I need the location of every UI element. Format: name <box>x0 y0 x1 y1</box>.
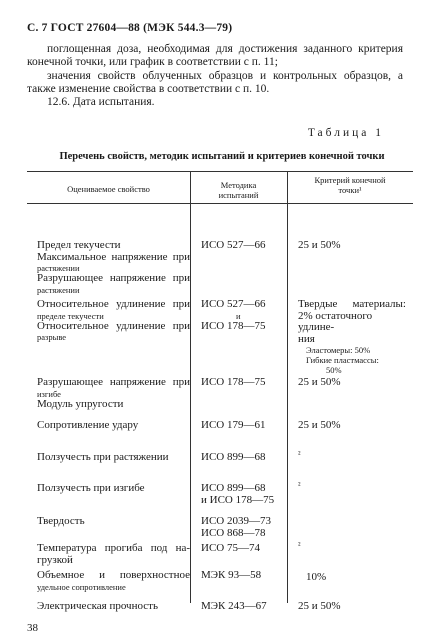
criterion-line: 2% остаточного удлине- <box>298 309 373 333</box>
table-row-4-criterion: 25 и 50% <box>298 419 341 431</box>
table-row-5-method: ИСО 899—68 <box>201 451 266 463</box>
property-line: разрыве <box>37 332 67 342</box>
table-row-2-property <box>37 299 190 342</box>
table-row-5-property: Ползучесть при растяжении <box>37 451 169 463</box>
table-row-1-criterion: 25 и 50% <box>298 239 341 251</box>
table-header-rule <box>27 203 413 204</box>
table-row-9-property <box>37 570 190 592</box>
table-row-8-method: ИСО 75—74 <box>201 542 260 554</box>
table-row-3-method: ИСО 178—75 <box>201 376 266 388</box>
table-row-6-property: Ползучесть при изгибе <box>37 482 145 494</box>
table-row-8-property <box>37 543 190 566</box>
criterion-line: ния <box>298 332 315 345</box>
property-line: Предел текучести <box>37 239 121 251</box>
table-row-3-criterion: 25 и 50% <box>298 376 341 388</box>
table-row-6-criterion: ² <box>298 480 301 490</box>
property-line: Разрушающее напряжение при <box>37 272 190 284</box>
method-line: и ИСО 178—75 <box>201 493 275 506</box>
page-number: 38 <box>27 622 38 634</box>
criterion-line: Гибкие пластмассы: <box>306 355 379 365</box>
table-row-8-criterion: ² <box>298 540 301 550</box>
property-line: растяжении <box>37 263 80 273</box>
table-row-10-method: МЭК 243—67 <box>201 600 267 612</box>
criterion-line: Эластомеры: 50% <box>306 345 371 355</box>
table-row-10-criterion: 25 и 50% <box>298 600 341 612</box>
table-row-7-property: Твердость <box>37 515 85 527</box>
table-row-10-property: Электрическая прочность <box>37 600 158 612</box>
page-header: С. 7 ГОСТ 27604—88 (МЭК 544.3—79) <box>27 22 233 34</box>
method-line: ИСО 899—68 <box>201 482 266 494</box>
column-divider-2 <box>287 203 288 603</box>
paragraph-test-date: 12.6. Дата испытания. <box>47 96 155 108</box>
property-line: Температура прогиба под на- <box>37 542 190 554</box>
column-header-criterion-line2: точки¹ <box>338 185 362 195</box>
method-line: ИСО 527—66 <box>201 298 266 310</box>
table-row-9-criterion: 10% <box>306 571 327 583</box>
column-divider-1 <box>190 203 191 603</box>
table-row-3-property <box>37 377 190 410</box>
method-line: ИСО 2039—73 <box>201 515 271 527</box>
method-line: и <box>236 310 241 321</box>
table-row-1-property <box>37 240 190 295</box>
property-line: Модуль упругости <box>37 397 124 410</box>
property-line: Максимальное напряжение при <box>37 250 190 263</box>
table-row-9-method: МЭК 93—58 <box>201 569 262 581</box>
property-line: Относительное удлинение при <box>37 319 190 332</box>
table-row-2-method <box>201 299 281 332</box>
method-line: ИСО 178—75 <box>201 319 266 332</box>
table-row-4-method: ИСО 179—61 <box>201 419 266 431</box>
paragraph-absorbed-dose: поглощенная доза, необходимая для достижения заданного критерия конечной точки, или график в соответствии с п. 11; <box>27 43 403 68</box>
property-line: удельное сопротивление <box>37 581 126 592</box>
property-line: Относительное удлинение при <box>37 298 190 310</box>
column-header-criterion-line1: Критерий конечной <box>314 175 386 185</box>
property-line: растяжении <box>37 284 80 295</box>
method-line: ИСО 868—78 <box>201 526 266 539</box>
table-row-4-property: Сопротивление удару <box>37 419 139 431</box>
property-line: пределе текучести <box>37 310 104 321</box>
table-row-1-method: ИСО 527—66 <box>201 239 266 251</box>
paragraph-property-values: значения свойств облученных образцов и контрольных образцов, а также изменение свойства в соответствии с п. 10. <box>27 70 403 95</box>
column-header-property: Оцениваемое свойство <box>67 184 150 194</box>
property-line: Разрушающее напряжение при <box>37 376 190 388</box>
property-line: грузкой <box>37 553 73 566</box>
table-row-7-method <box>201 516 281 539</box>
table-title: Перечень свойств, методик испытаний и критериев конечной точки <box>59 151 385 162</box>
property-line: Объемное и поверхностное <box>37 569 190 581</box>
table-label: Таблица 1 <box>307 127 384 139</box>
criterion-line: Твердые материалы: <box>298 298 406 310</box>
table-row-6-method <box>201 483 281 506</box>
column-header-method <box>190 180 287 200</box>
column-header-criterion <box>287 175 413 195</box>
property-line: изгибе <box>37 388 61 399</box>
column-header-method-line2: испытаний <box>218 190 259 200</box>
column-header-method-line1: Методика <box>220 180 257 190</box>
criterion-line: 50% <box>326 365 342 375</box>
table-row-2-criterion <box>298 299 406 375</box>
table-top-rule <box>27 171 413 172</box>
table-row-5-criterion: ² <box>298 449 301 459</box>
